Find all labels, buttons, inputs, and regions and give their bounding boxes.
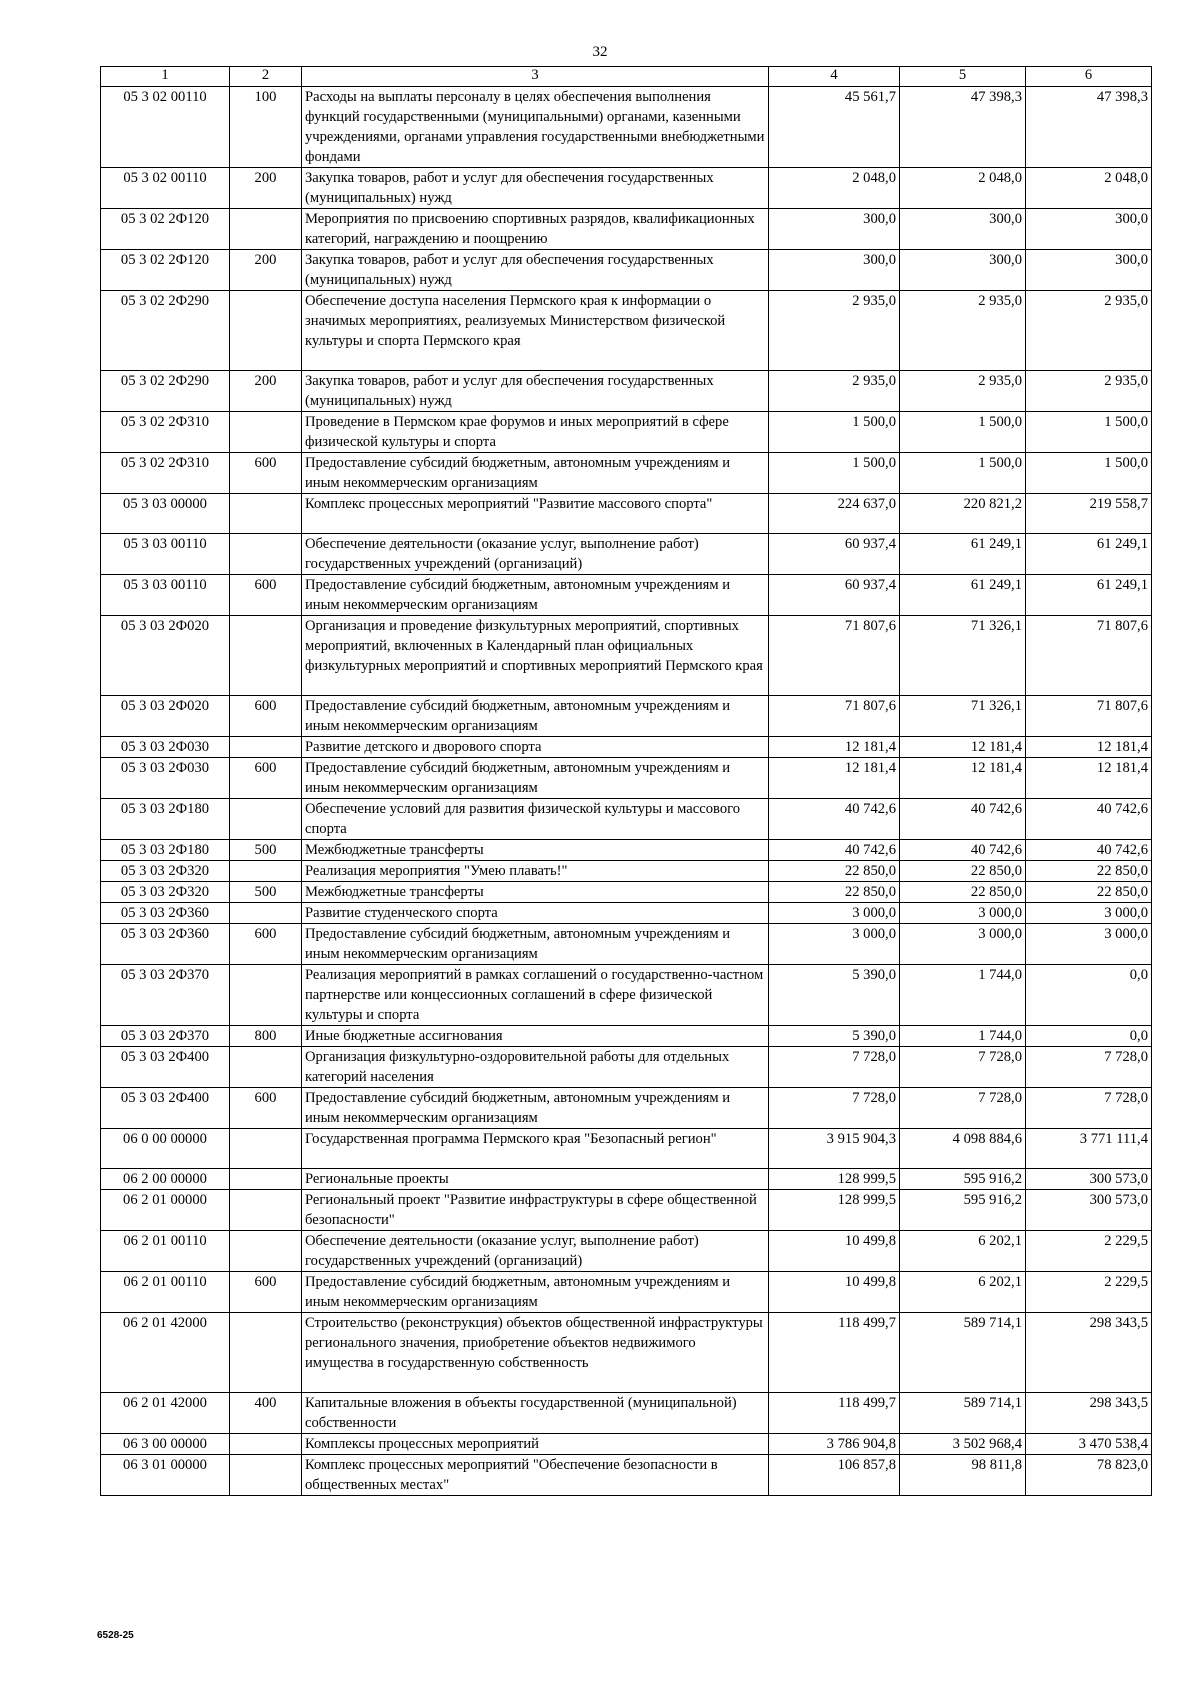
amount-year-3: 12 181,4 [1026,758,1152,799]
amount-year-3: 12 181,4 [1026,737,1152,758]
header-code: 1 [101,67,230,87]
amount-year-3: 2 229,5 [1026,1231,1152,1272]
expense-type-code: 100 [230,87,302,168]
item-name: Закупка товаров, работ и услуг для обеспечения государственных (муниципальных) нужд [302,250,769,291]
amount-year-3: 0,0 [1026,1026,1152,1047]
amount-year-1: 224 637,0 [769,494,900,534]
footer-code: 6528-25 [97,1630,134,1641]
amount-year-3: 71 807,6 [1026,616,1152,696]
header-type: 2 [230,67,302,87]
amount-year-3: 1 500,0 [1026,412,1152,453]
expense-type-code [230,1434,302,1455]
header-name: 3 [302,67,769,87]
expense-type-code [230,209,302,250]
amount-year-3: 61 249,1 [1026,534,1152,575]
item-name: Строительство (реконструкция) объектов общественной инфраструктуры регионального значения, приобретение объектов недвижимого имущества в государственную собственность [302,1313,769,1393]
amount-year-1: 1 500,0 [769,412,900,453]
item-name: Закупка товаров, работ и услуг для обеспечения государственных (муниципальных) нужд [302,168,769,209]
item-name: Предоставление субсидий бюджетным, автономным учреждениям и иным некоммерческим организациям [302,1272,769,1313]
amount-year-3: 61 249,1 [1026,575,1152,616]
table-row [101,882,1152,903]
expense-type-code [230,1129,302,1169]
item-name: Организация физкультурно-оздоровительной работы для отдельных категорий населения [302,1047,769,1088]
table-row [101,87,1152,168]
expense-type-code: 600 [230,696,302,737]
amount-year-2: 589 714,1 [900,1393,1026,1434]
item-name: Региональные проекты [302,1169,769,1190]
amount-year-3: 40 742,6 [1026,840,1152,861]
table-row [101,758,1152,799]
table-row [101,250,1152,291]
amount-year-2: 2 935,0 [900,291,1026,371]
expense-type-code: 400 [230,1393,302,1434]
amount-year-1: 106 857,8 [769,1455,900,1496]
item-name: Иные бюджетные ассигнования [302,1026,769,1047]
amount-year-1: 2 935,0 [769,371,900,412]
amount-year-1: 300,0 [769,209,900,250]
amount-year-2: 300,0 [900,250,1026,291]
item-name: Предоставление субсидий бюджетным, автономным учреждениям и иным некоммерческим организациям [302,758,769,799]
amount-year-1: 118 499,7 [769,1393,900,1434]
amount-year-2: 6 202,1 [900,1272,1026,1313]
amount-year-1: 10 499,8 [769,1231,900,1272]
amount-year-2: 1 744,0 [900,965,1026,1026]
budget-code: 05 3 03 2Ф020 [101,696,230,737]
expense-type-code: 600 [230,1088,302,1129]
budget-code: 05 3 03 2Ф320 [101,861,230,882]
expense-type-code: 600 [230,575,302,616]
item-name: Межбюджетные трансферты [302,882,769,903]
amount-year-2: 300,0 [900,209,1026,250]
item-name: Региональный проект "Развитие инфраструктуры в сфере общественной безопасности" [302,1190,769,1231]
table-row [101,1231,1152,1272]
amount-year-1: 2 048,0 [769,168,900,209]
table-row [101,412,1152,453]
table-row [101,924,1152,965]
item-name: Обеспечение доступа населения Пермского края к информации о значимых мероприятиях, реализуемых Министерством физической культуры и спорта Пермского края [302,291,769,371]
expense-type-code [230,737,302,758]
expense-type-code: 500 [230,840,302,861]
table-row [101,1313,1152,1393]
expense-type-code: 200 [230,250,302,291]
table-row [101,840,1152,861]
expense-type-code: 600 [230,453,302,494]
table-body [101,87,1152,1496]
amount-year-1: 12 181,4 [769,758,900,799]
table-row [101,453,1152,494]
budget-code: 05 3 02 00110 [101,168,230,209]
amount-year-2: 71 326,1 [900,696,1026,737]
expense-type-code: 800 [230,1026,302,1047]
budget-code: 05 3 03 00000 [101,494,230,534]
amount-year-3: 298 343,5 [1026,1313,1152,1393]
amount-year-1: 71 807,6 [769,696,900,737]
table-row [101,209,1152,250]
amount-year-2: 2 935,0 [900,371,1026,412]
amount-year-2: 1 500,0 [900,453,1026,494]
item-name: Реализация мероприятий в рамках соглашений о государственно-частном партнерстве или концессионных соглашений в сфере физической культуры и спорта [302,965,769,1026]
table-row [101,1190,1152,1231]
item-name: Обеспечение деятельности (оказание услуг, выполнение работ) государственных учреждений (организаций) [302,534,769,575]
expense-type-code [230,903,302,924]
expense-type-code [230,1169,302,1190]
item-name: Предоставление субсидий бюджетным, автономным учреждениям и иным некоммерческим организациям [302,924,769,965]
item-name: Развитие детского и дворового спорта [302,737,769,758]
table-row [101,696,1152,737]
expense-type-code: 200 [230,168,302,209]
amount-year-1: 5 390,0 [769,1026,900,1047]
amount-year-2: 595 916,2 [900,1190,1026,1231]
budget-code: 05 3 02 2Ф290 [101,291,230,371]
expense-type-code [230,494,302,534]
amount-year-3: 298 343,5 [1026,1393,1152,1434]
table-row [101,534,1152,575]
amount-year-1: 128 999,5 [769,1169,900,1190]
budget-code: 06 2 00 00000 [101,1169,230,1190]
header-value-1: 4 [769,67,900,87]
item-name: Комплексы процессных мероприятий [302,1434,769,1455]
budget-code: 06 3 00 00000 [101,1434,230,1455]
budget-code: 06 2 01 00110 [101,1272,230,1313]
amount-year-1: 10 499,8 [769,1272,900,1313]
budget-code: 05 3 03 2Ф020 [101,616,230,696]
table-row [101,737,1152,758]
table-row [101,903,1152,924]
budget-code: 05 3 03 2Ф370 [101,965,230,1026]
amount-year-1: 40 742,6 [769,840,900,861]
amount-year-3: 2 048,0 [1026,168,1152,209]
amount-year-2: 3 000,0 [900,924,1026,965]
amount-year-3: 78 823,0 [1026,1455,1152,1496]
amount-year-2: 3 000,0 [900,903,1026,924]
amount-year-3: 7 728,0 [1026,1088,1152,1129]
table-row [101,1026,1152,1047]
amount-year-2: 595 916,2 [900,1169,1026,1190]
amount-year-1: 118 499,7 [769,1313,900,1393]
amount-year-2: 40 742,6 [900,840,1026,861]
table-row [101,168,1152,209]
budget-code: 05 3 03 2Ф400 [101,1088,230,1129]
amount-year-2: 4 098 884,6 [900,1129,1026,1169]
budget-code: 06 2 01 42000 [101,1313,230,1393]
amount-year-2: 47 398,3 [900,87,1026,168]
expense-type-code [230,861,302,882]
amount-year-1: 22 850,0 [769,882,900,903]
item-name: Организация и проведение физкультурных мероприятий, спортивных мероприятий, включенных в Календарный план официальных физкультурных мероприятий и спортивных мероприятий Пермского края [302,616,769,696]
amount-year-1: 7 728,0 [769,1047,900,1088]
expense-type-code [230,291,302,371]
amount-year-1: 128 999,5 [769,1190,900,1231]
amount-year-3: 219 558,7 [1026,494,1152,534]
expense-type-code [230,616,302,696]
budget-code: 06 3 01 00000 [101,1455,230,1496]
amount-year-2: 12 181,4 [900,758,1026,799]
expense-type-code [230,965,302,1026]
amount-year-2: 589 714,1 [900,1313,1026,1393]
item-name: Предоставление субсидий бюджетным, автономным учреждениям и иным некоммерческим организациям [302,696,769,737]
amount-year-1: 2 935,0 [769,291,900,371]
budget-code: 05 3 03 2Ф180 [101,799,230,840]
table-row [101,799,1152,840]
expense-type-code [230,534,302,575]
budget-code: 05 3 03 2Ф370 [101,1026,230,1047]
table-row [101,291,1152,371]
budget-code: 06 2 01 00110 [101,1231,230,1272]
amount-year-1: 3 915 904,3 [769,1129,900,1169]
expense-type-code [230,1047,302,1088]
item-name: Проведение в Пермском крае форумов и иных мероприятий в сфере физической культуры и спорта [302,412,769,453]
amount-year-3: 71 807,6 [1026,696,1152,737]
amount-year-2: 7 728,0 [900,1047,1026,1088]
expense-type-code [230,1190,302,1231]
budget-code: 05 3 02 2Ф290 [101,371,230,412]
budget-code: 05 3 02 2Ф120 [101,209,230,250]
amount-year-2: 98 811,8 [900,1455,1026,1496]
item-name: Предоставление субсидий бюджетным, автономным учреждениям и иным некоммерческим организациям [302,453,769,494]
amount-year-1: 3 786 904,8 [769,1434,900,1455]
amount-year-2: 3 502 968,4 [900,1434,1026,1455]
amount-year-3: 2 935,0 [1026,291,1152,371]
amount-year-1: 45 561,7 [769,87,900,168]
header-value-3: 6 [1026,67,1152,87]
table-row [101,1169,1152,1190]
budget-code: 06 2 01 00000 [101,1190,230,1231]
amount-year-3: 3 470 538,4 [1026,1434,1152,1455]
amount-year-1: 3 000,0 [769,903,900,924]
amount-year-3: 3 000,0 [1026,903,1152,924]
budget-code: 05 3 03 00110 [101,575,230,616]
amount-year-1: 22 850,0 [769,861,900,882]
budget-code: 05 3 02 2Ф120 [101,250,230,291]
amount-year-2: 6 202,1 [900,1231,1026,1272]
amount-year-1: 40 742,6 [769,799,900,840]
expense-type-code: 500 [230,882,302,903]
table-row [101,861,1152,882]
amount-year-1: 300,0 [769,250,900,291]
table-row [101,1393,1152,1434]
table-row [101,1434,1152,1455]
expense-type-code [230,412,302,453]
amount-year-2: 61 249,1 [900,534,1026,575]
item-name: Комплекс процессных мероприятий "Обеспечение безопасности в общественных местах" [302,1455,769,1496]
amount-year-1: 71 807,6 [769,616,900,696]
amount-year-2: 61 249,1 [900,575,1026,616]
table-row [101,1272,1152,1313]
amount-year-1: 5 390,0 [769,965,900,1026]
expense-type-code [230,799,302,840]
amount-year-1: 3 000,0 [769,924,900,965]
expense-type-code: 200 [230,371,302,412]
item-name: Развитие студенческого спорта [302,903,769,924]
amount-year-3: 300 573,0 [1026,1190,1152,1231]
amount-year-2: 1 744,0 [900,1026,1026,1047]
item-name: Расходы на выплаты персоналу в целях обеспечения выполнения функций государственными (муниципальными) органами, казенными учреждениями, органами управления государственными внебюджетными фондами [302,87,769,168]
item-name: Мероприятия по присвоению спортивных разрядов, квалификационных категорий, награждению и поощрению [302,209,769,250]
amount-year-2: 22 850,0 [900,882,1026,903]
item-name: Межбюджетные трансферты [302,840,769,861]
amount-year-2: 2 048,0 [900,168,1026,209]
expense-type-code [230,1455,302,1496]
amount-year-3: 3 771 111,4 [1026,1129,1152,1169]
item-name: Предоставление субсидий бюджетным, автономным учреждениям и иным некоммерческим организациям [302,1088,769,1129]
table-row [101,1047,1152,1088]
amount-year-3: 22 850,0 [1026,882,1152,903]
amount-year-1: 12 181,4 [769,737,900,758]
amount-year-3: 2 935,0 [1026,371,1152,412]
item-name: Капитальные вложения в объекты государственной (муниципальной) собственности [302,1393,769,1434]
amount-year-3: 3 000,0 [1026,924,1152,965]
item-name: Обеспечение деятельности (оказание услуг, выполнение работ) государственных учреждений (организаций) [302,1231,769,1272]
table-row [101,1455,1152,1496]
amount-year-3: 300,0 [1026,209,1152,250]
budget-code: 05 3 03 2Ф320 [101,882,230,903]
budget-code: 05 3 02 00110 [101,87,230,168]
budget-table [100,66,1152,1496]
amount-year-1: 1 500,0 [769,453,900,494]
amount-year-1: 60 937,4 [769,534,900,575]
expense-type-code: 600 [230,1272,302,1313]
budget-code: 05 3 02 2Ф310 [101,412,230,453]
budget-code: 05 3 03 2Ф030 [101,737,230,758]
amount-year-3: 300,0 [1026,250,1152,291]
amount-year-3: 300 573,0 [1026,1169,1152,1190]
table-row [101,575,1152,616]
amount-year-2: 12 181,4 [900,737,1026,758]
amount-year-3: 47 398,3 [1026,87,1152,168]
budget-code: 05 3 03 2Ф180 [101,840,230,861]
budget-code: 05 3 03 00110 [101,534,230,575]
page-number: 32 [592,44,608,60]
budget-code: 06 2 01 42000 [101,1393,230,1434]
amount-year-3: 7 728,0 [1026,1047,1152,1088]
amount-year-3: 2 229,5 [1026,1272,1152,1313]
item-name: Реализация мероприятия "Умею плавать!" [302,861,769,882]
amount-year-2: 71 326,1 [900,616,1026,696]
header-value-2: 5 [900,67,1026,87]
amount-year-3: 40 742,6 [1026,799,1152,840]
expense-type-code: 600 [230,758,302,799]
amount-year-2: 220 821,2 [900,494,1026,534]
amount-year-2: 1 500,0 [900,412,1026,453]
budget-code: 05 3 03 2Ф360 [101,924,230,965]
item-name: Комплекс процессных мероприятий "Развитие массового спорта" [302,494,769,534]
table-row [101,965,1152,1026]
table-row [101,1088,1152,1129]
amount-year-2: 40 742,6 [900,799,1026,840]
amount-year-3: 0,0 [1026,965,1152,1026]
item-name: Предоставление субсидий бюджетным, автономным учреждениям и иным некоммерческим организациям [302,575,769,616]
table-row [101,1129,1152,1169]
budget-code: 05 3 03 2Ф400 [101,1047,230,1088]
expense-type-code [230,1231,302,1272]
budget-code: 05 3 02 2Ф310 [101,453,230,494]
amount-year-3: 22 850,0 [1026,861,1152,882]
header-row [101,67,1152,87]
amount-year-2: 7 728,0 [900,1088,1026,1129]
expense-type-code: 600 [230,924,302,965]
item-name: Закупка товаров, работ и услуг для обеспечения государственных (муниципальных) нужд [302,371,769,412]
amount-year-1: 7 728,0 [769,1088,900,1129]
amount-year-3: 1 500,0 [1026,453,1152,494]
table-row [101,371,1152,412]
expense-type-code [230,1313,302,1393]
budget-code: 05 3 03 2Ф030 [101,758,230,799]
item-name: Государственная программа Пермского края "Безопасный регион" [302,1129,769,1169]
budget-code: 06 0 00 00000 [101,1129,230,1169]
table-row [101,616,1152,696]
item-name: Обеспечение условий для развития физической культуры и массового спорта [302,799,769,840]
amount-year-2: 22 850,0 [900,861,1026,882]
table-row [101,494,1152,534]
amount-year-1: 60 937,4 [769,575,900,616]
budget-code: 05 3 03 2Ф360 [101,903,230,924]
